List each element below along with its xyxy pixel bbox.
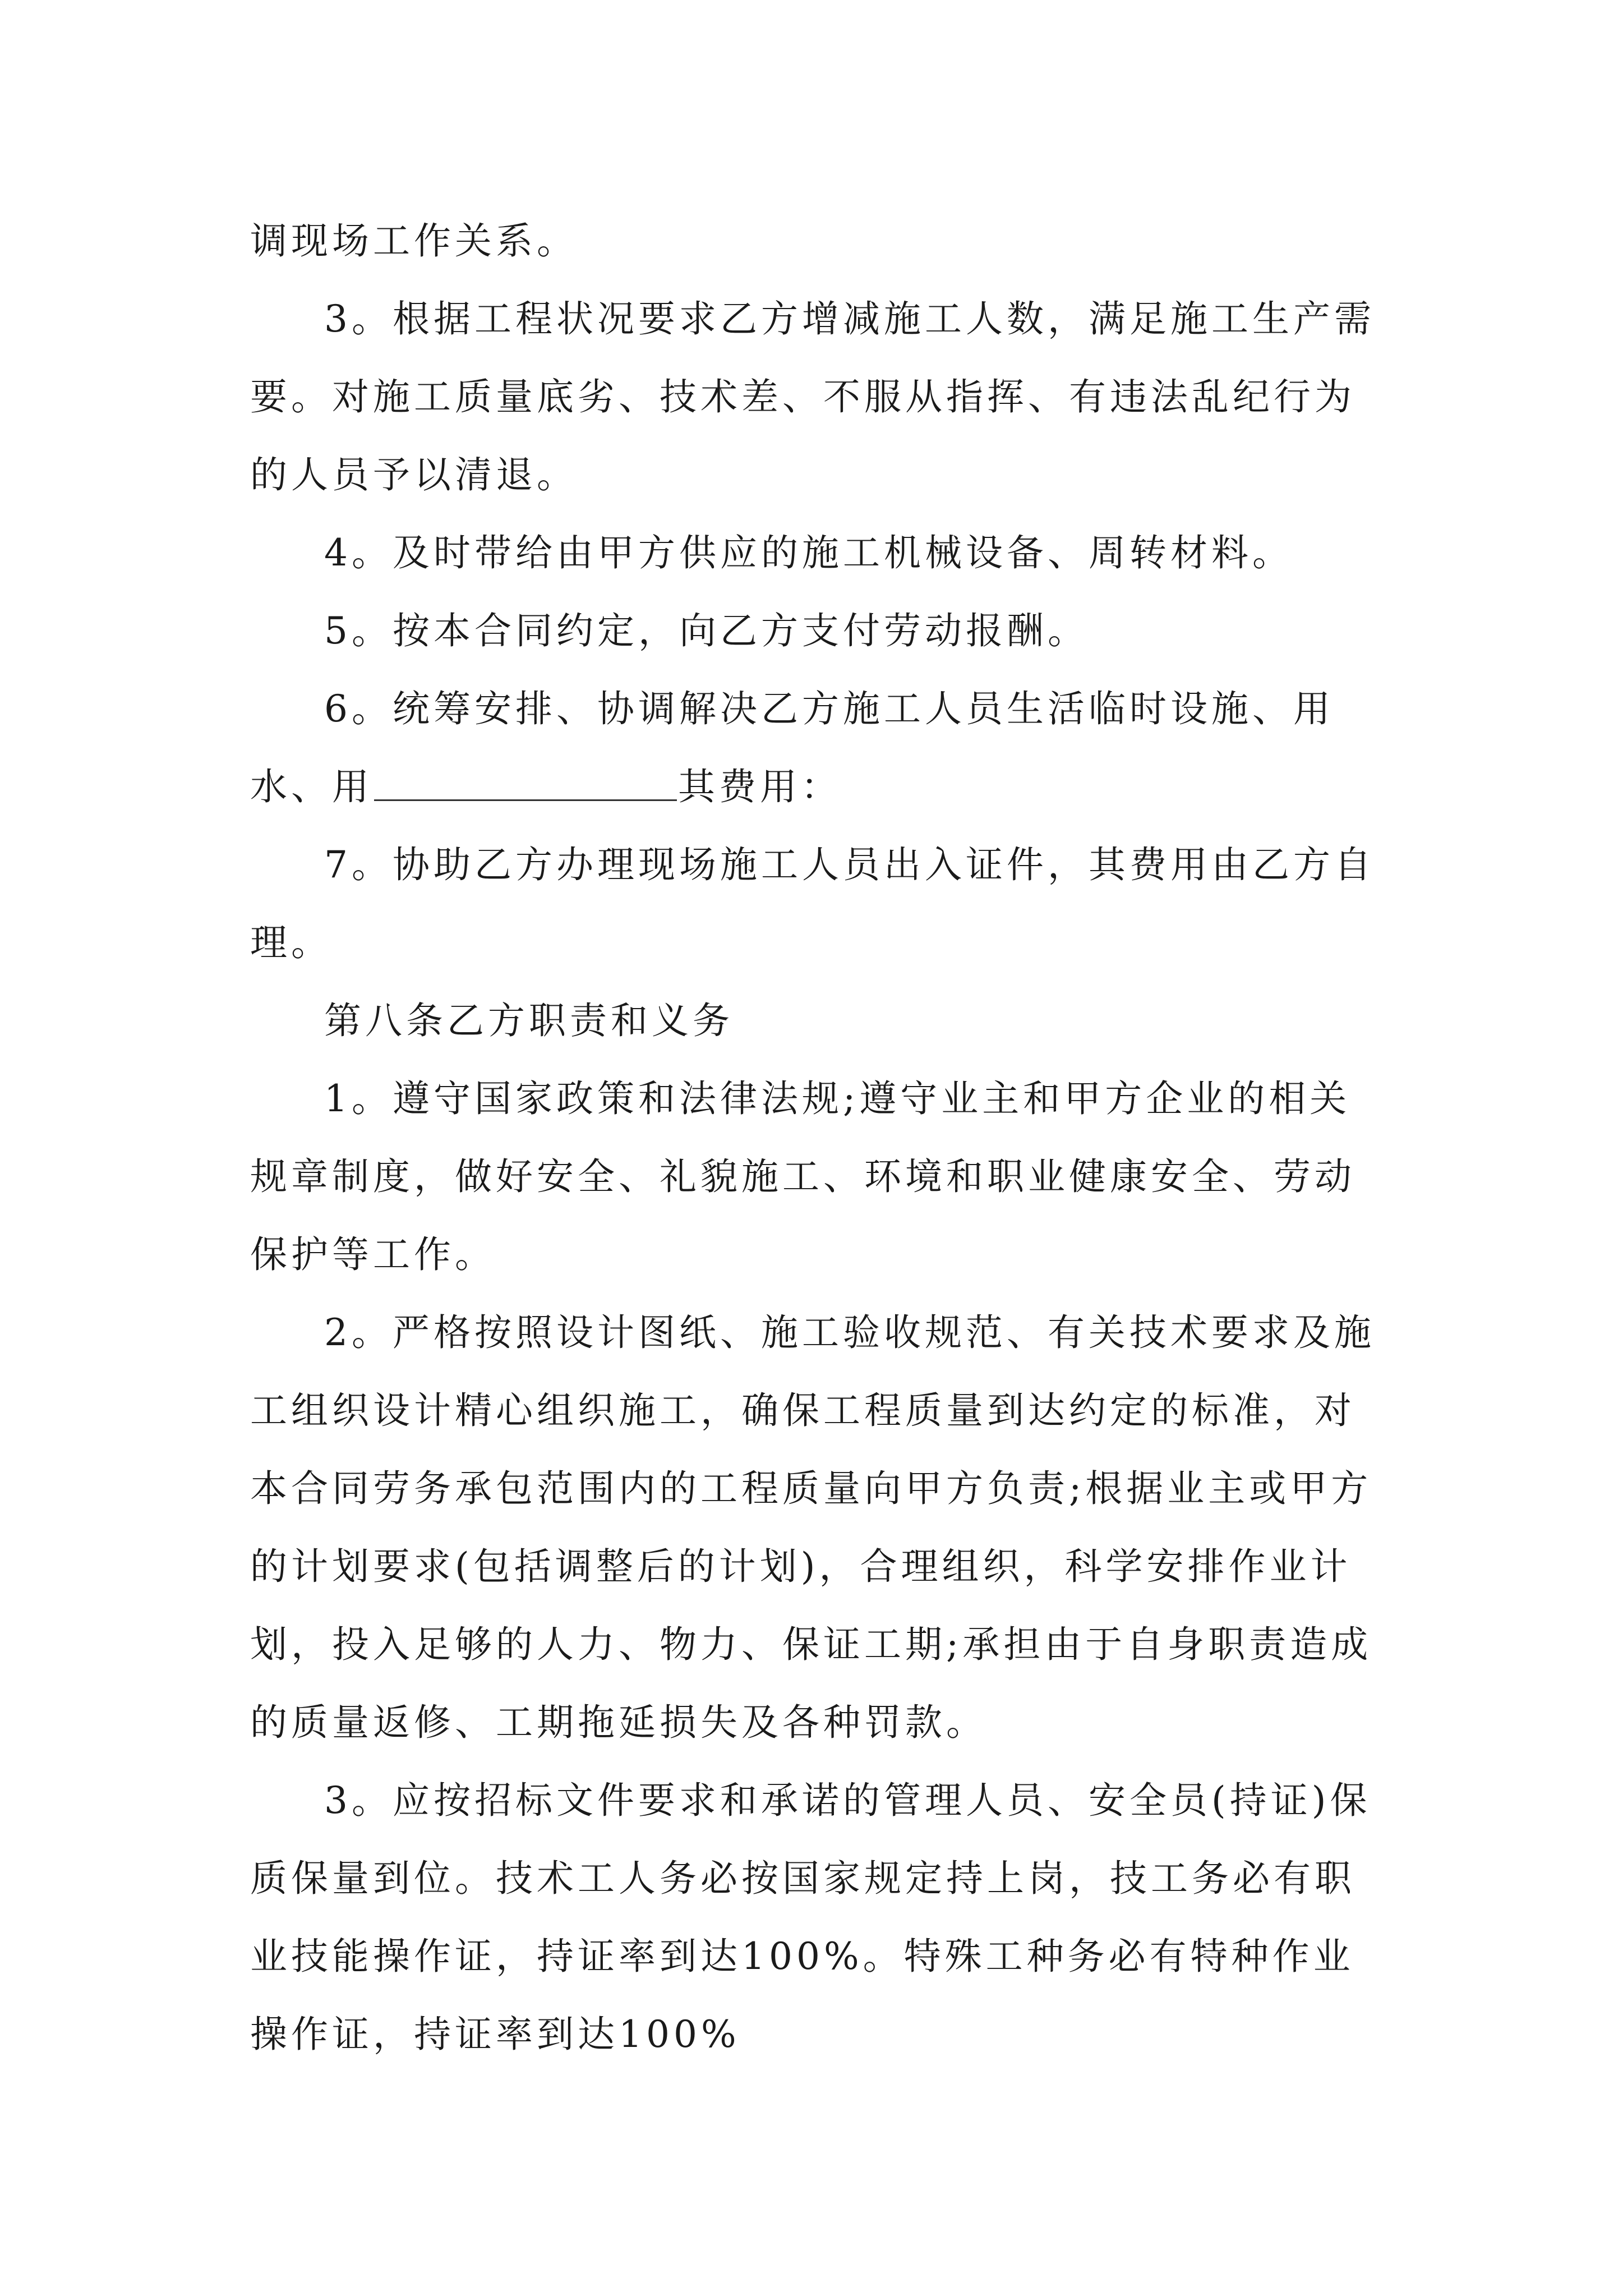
paragraph-item-6 (250, 670, 1389, 826)
paragraph-duty-1: 1。遵守国家政策和法律法规;遵守业主和甲方企业的相关规章制度，做好安全、礼貌施工、环境和职业健康安全、劳动保护等工作。 (250, 1077, 1355, 1276)
paragraph-duty-3: 3。应按招标文件要求和承诺的管理人员、安全员(持证)保质保量到位。技术工人务必按国家规定持上岗，技工务必有职业技能操作证，持证率到达100%。特殊工种务必有特种作业操作证，持证率到达100% (250, 1779, 1371, 2056)
section-heading: 第八条乙方职责和义务 (324, 999, 734, 1042)
paragraph-duty-2: 2。严格按照设计图纸、施工验收规范、有关技术要求及施工组织设计精心组织施工，确保工程质量到达约定的标准，对本合同劳务承包范围内的工程质量向甲方负责;根据业主或甲方的计划要求(包括调整后的计划)，合理组织，科学安排作业计划，投入足够的人力、物力、保证工期;承担由于自身职责造成的质量返修、工期拖延损失及各种罚款。 (250, 1311, 1375, 1744)
paragraph-item-6-text-b: 其费用： (678, 765, 842, 808)
paragraph-item-6-text-a: 6。统筹安排、协调解决乙方施工人员生活临时设施、用水、用 (250, 687, 1334, 808)
document-page (250, 202, 1389, 2073)
paragraph-item-4: 4。及时带给由甲方供应的施工机械设备、周转材料。 (324, 531, 1293, 574)
paragraph-item-5: 5。按本合同约定，向乙方支付劳动报酬。 (324, 609, 1089, 652)
paragraph-item-3: 3。根据工程状况要求乙方增减施工人数，满足施工生产需要。对施工质量底劣、技术差、不服从指挥、有违法乱纪行为的人员予以清退。 (250, 297, 1375, 496)
fill-in-blank-line (374, 766, 677, 801)
paragraph-item-7: 7。协助乙方办理现场施工人员出入证件，其费用由乙方自理。 (250, 843, 1375, 964)
paragraph-continuation: 调现场工作关系。 (250, 219, 578, 263)
